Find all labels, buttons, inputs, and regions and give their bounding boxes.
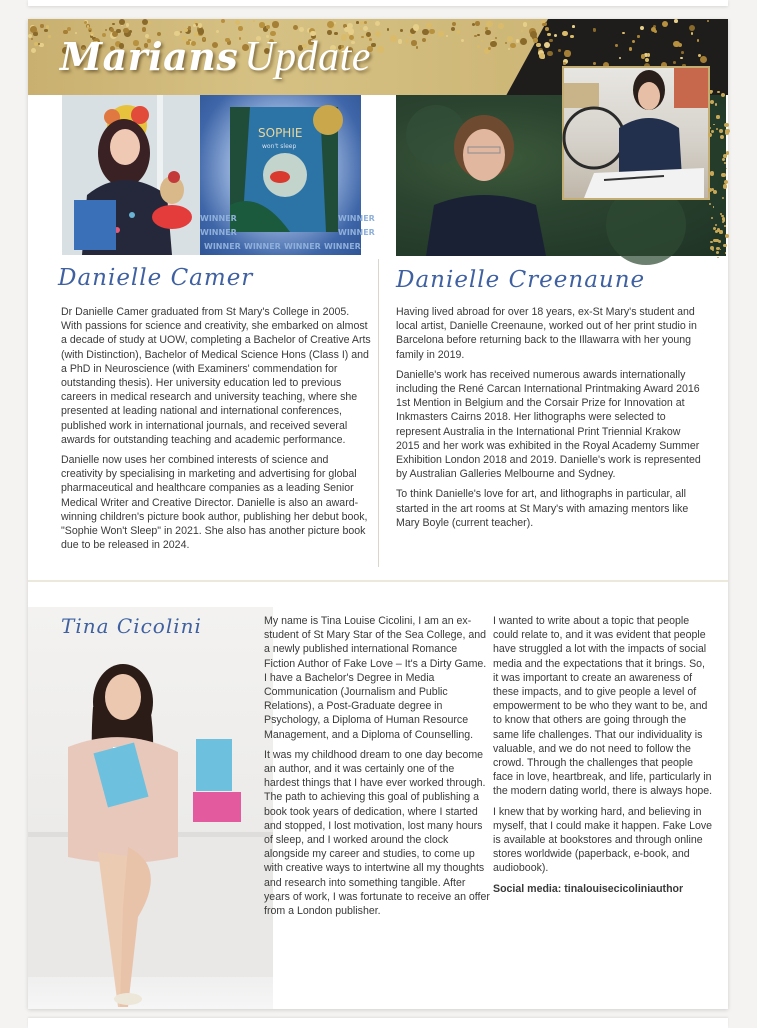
glitter-dot bbox=[545, 27, 549, 31]
glitter-dot bbox=[547, 33, 550, 36]
glitter-dot bbox=[148, 21, 151, 24]
glitter-dot bbox=[542, 23, 546, 27]
photo-tina-cicolini bbox=[28, 607, 273, 1009]
winner-text: WINNER bbox=[244, 242, 281, 251]
book-subtitle: won't sleep bbox=[262, 143, 297, 150]
photo-danielle-camer-with-book bbox=[62, 95, 200, 255]
gold-dot bbox=[722, 158, 725, 161]
glitter-dot bbox=[293, 25, 298, 30]
winner-text: WINNER bbox=[338, 214, 375, 223]
glitter-dot bbox=[33, 32, 38, 37]
glitter-dot bbox=[363, 26, 368, 31]
paragraph: My name is Tina Louise Cicolini, I am an ex-student of St Mary Star of the Sea College, and a newly published international Romance Fiction Author of Fake Love – It's a Dirty Game. I have a Bachelor's Degree in Media Communication (Journalism and Public Relations), a Post-Graduate degree in Psychology, a Diploma of Human Resource Management, and a Diploma of Counselling. bbox=[264, 615, 487, 741]
glitter-dot bbox=[360, 27, 362, 29]
social-media-handle: Social media: tinalouisecicoliniauthor bbox=[493, 882, 684, 895]
gold-dot bbox=[710, 171, 714, 175]
profile-text-danielle-camer bbox=[61, 305, 371, 558]
paragraph: I knew that by working hard, and believing in myself, that I could make it happen. Fake Love is available at bookstores and through online stores worldwide (paperback, e-book, and audiobook). bbox=[493, 805, 713, 875]
glitter-dot bbox=[452, 22, 456, 26]
glitter-dot bbox=[461, 39, 464, 42]
glitter-dot bbox=[619, 57, 621, 59]
gold-dot bbox=[719, 230, 722, 233]
glitter-dot bbox=[558, 49, 561, 52]
glitter-dot bbox=[238, 26, 243, 31]
next-page-card bbox=[28, 1018, 728, 1028]
glitter-dot bbox=[547, 51, 552, 56]
winner-text: WINNER bbox=[338, 228, 375, 237]
glitter-dot bbox=[641, 54, 646, 59]
gold-dot bbox=[725, 131, 729, 135]
glitter-dot bbox=[622, 32, 625, 35]
glitter-dot bbox=[193, 24, 196, 27]
glitter-dot bbox=[356, 21, 359, 24]
banner-title bbox=[60, 33, 371, 81]
glitter-dot bbox=[475, 21, 479, 25]
profile-name-danielle-creenaune: Danielle Creenaune bbox=[396, 267, 646, 293]
winner-text: WINNER bbox=[324, 242, 361, 251]
glitter-dot bbox=[563, 62, 566, 65]
profile-text-tina-col1 bbox=[264, 614, 490, 924]
winner-text: WINNER bbox=[284, 242, 321, 251]
glitter-dot bbox=[647, 53, 650, 56]
glitter-dot bbox=[34, 42, 38, 46]
glitter-dot bbox=[360, 21, 364, 25]
gold-dot bbox=[709, 127, 711, 129]
gold-dot bbox=[722, 197, 724, 199]
glitter-dot bbox=[485, 30, 491, 36]
glitter-dot bbox=[640, 26, 644, 30]
winner-text: WINNER bbox=[200, 214, 237, 223]
gold-dot bbox=[716, 247, 719, 250]
glitter-dot bbox=[377, 46, 384, 53]
glitter-dot bbox=[697, 39, 699, 41]
glitter-dot bbox=[637, 35, 639, 37]
glitter-dot bbox=[700, 56, 707, 63]
gold-dot bbox=[721, 173, 725, 177]
glitter-dot bbox=[411, 40, 416, 45]
gold-dot bbox=[724, 225, 726, 227]
glitter-dot bbox=[707, 20, 709, 22]
paragraph: Danielle now uses her combined interests of science and creativity by specialising in marketing and advertising for global pharmaceutical and healthcare companies as a leading Senior Medical Writer and Creative Director. Danielle is also an award-winning children's picture book author, publishing her debut book, "Sophie Won't Sleep" in 2021. She also has another picture book due to be released in 2024. bbox=[61, 454, 368, 552]
gold-dot bbox=[710, 100, 714, 104]
photo-sophie-book-cover bbox=[200, 95, 375, 255]
glitter-dot bbox=[490, 41, 497, 48]
glitter-dot bbox=[691, 32, 694, 35]
glitter-dot bbox=[564, 50, 570, 56]
gold-dot bbox=[725, 252, 727, 254]
glitter-dot bbox=[272, 21, 278, 27]
paragraph: It was my childhood dream to one day become an author, and it was certainly one of the hardest things that I have ever worked through. The path to achieving this goal of publishing a book took years of dedication, where I started and stopped, I lost motivation, lost many hours of sleep, and I worked around the clock alongside my career and studies, to come up with creative ways to intertwine all my thoughts and research into something tangible. After years of work, I was fortunate to receive an offer from a London publisher. bbox=[264, 748, 490, 918]
glitter-dot bbox=[299, 27, 304, 32]
glitter-dot bbox=[488, 47, 491, 50]
glitter-dot bbox=[387, 28, 389, 30]
glitter-dot bbox=[405, 39, 409, 43]
profile-text-tina-col2 bbox=[493, 614, 713, 902]
profile-text-danielle-creenaune bbox=[396, 305, 701, 536]
glitter-dot bbox=[593, 62, 596, 65]
gold-dot bbox=[715, 230, 718, 233]
newsletter-page bbox=[28, 19, 728, 1009]
glitter-dot bbox=[184, 28, 188, 32]
glitter-dot bbox=[521, 30, 523, 32]
glitter-dot bbox=[400, 29, 403, 32]
glitter-dot bbox=[554, 34, 558, 38]
glitter-dot bbox=[680, 57, 682, 59]
paragraph: I wanted to write about a topic that people could relate to, and it was evident that people have struggled a lot with the impacts of social media and the expectations that it brings. So, it was important to create an awareness of these impacts, and to give people a level of empowerment to be who they want to be, and to know that others are going through the same life challenges. That our individuality is valuable, and we do not need to follow the crowd. Through the challenges that people face in love, heartbreak, and life, particularly in the modern dating world, there is always hope. bbox=[493, 615, 713, 798]
banner-title-update: Update bbox=[244, 34, 371, 80]
glitter-dot bbox=[674, 19, 678, 23]
book-illustration bbox=[200, 95, 375, 255]
gold-dot bbox=[724, 123, 728, 127]
gold-dot bbox=[720, 213, 722, 215]
gold-dot bbox=[724, 162, 726, 164]
glitter-dot bbox=[632, 40, 635, 43]
gold-dot bbox=[723, 94, 725, 96]
glitter-dot bbox=[507, 36, 513, 42]
glitter-dot bbox=[533, 38, 538, 43]
glitter-dot bbox=[198, 23, 202, 27]
glitter-dot bbox=[544, 42, 550, 48]
glitter-dot bbox=[681, 51, 684, 54]
gold-dot bbox=[716, 115, 719, 118]
glitter-dot bbox=[486, 21, 492, 27]
glitter-dot bbox=[259, 22, 264, 27]
glitter-dot bbox=[40, 24, 43, 27]
profile-name-danielle-camer: Danielle Camer bbox=[58, 265, 254, 291]
paragraph: Danielle's work has received numerous awards internationally including the René Carcan International Printmaking Award 2016 1st Mention in Belgium and the Corsair Prize for Innovation at Inkmasters Cairns 2018. Her lithographs were selected to represent Australia in the International Print Triennial Krakow 2015 and her work was exhibited in the Royal Academy Summer Exhibition London 2018 and 2019. Danielle's work is represented by Australian Galleries Melbourne and Sydney. bbox=[396, 368, 701, 481]
glitter-dot bbox=[539, 53, 545, 59]
studio-illustration bbox=[564, 68, 708, 198]
glitter-dot bbox=[629, 47, 632, 50]
gold-dot bbox=[710, 241, 712, 243]
gold-dot bbox=[710, 92, 712, 94]
winner-text: WINNER bbox=[204, 242, 241, 251]
column-divider bbox=[378, 259, 379, 567]
glitter-dot bbox=[549, 39, 552, 42]
gold-dot bbox=[723, 244, 727, 248]
glitter-dot bbox=[662, 21, 668, 27]
section-divider bbox=[28, 580, 728, 582]
glitter-dot bbox=[516, 39, 519, 42]
paragraph: Having lived abroad for over 18 years, ex-St Mary's student and local artist, Danielle Creenaune, worked out of her print studio in Barcelona before returning back to the Illawarra with her young family in 2019. bbox=[396, 306, 697, 361]
glitter-dot bbox=[570, 35, 574, 39]
previous-page-card bbox=[28, 0, 728, 6]
glitter-dot bbox=[510, 43, 516, 49]
glitter-dot bbox=[390, 35, 397, 42]
banner-title-marians: Marians bbox=[60, 34, 239, 79]
glitter-dot bbox=[572, 25, 575, 28]
paragraph: Dr Danielle Camer graduated from St Mary's College in 2005. With passions for science and creativity, she embarked on almost a decade of study at UOW, completing a Bachelor of Creative Arts (with Distinction), Bachelor of Medical Science Hons (Class I) and a PhD in Neuroscience (with Examiners' commendation for outstanding thesis). Her university education led to previous careers in medical research and university teaching, where she presented at leading national and international conferences, published work in international journals, and received several awards for outstanding teaching and academic performance. bbox=[61, 306, 371, 446]
glitter-dot bbox=[119, 19, 125, 25]
glitter-dot bbox=[593, 28, 597, 32]
glitter-dot bbox=[235, 20, 240, 25]
glitter-dot bbox=[426, 23, 432, 29]
book-title: SOPHIE bbox=[258, 126, 303, 140]
gold-dot bbox=[722, 221, 724, 223]
glitter-dot bbox=[416, 46, 418, 48]
photo-danielle-creenaune-studio bbox=[562, 66, 710, 200]
gold-dot bbox=[725, 234, 729, 238]
glitter-dot bbox=[477, 34, 479, 36]
portrait-illustration bbox=[28, 607, 273, 1009]
glitter-dot bbox=[371, 43, 375, 47]
gold-dot bbox=[709, 203, 711, 205]
profile-name-tina-cicolini: Tina Cicolini bbox=[61, 614, 202, 638]
gold-dot bbox=[716, 251, 719, 254]
glitter-dot bbox=[31, 38, 33, 40]
glitter-dot bbox=[673, 61, 676, 64]
glitter-dot bbox=[142, 27, 146, 31]
gold-dot bbox=[726, 151, 730, 155]
paragraph: To think Danielle's love for art, and lithographs in particular, all started in the art rooms at St Mary's with amazing mentors like Mary Boyle (current teacher). bbox=[396, 488, 689, 529]
portrait-illustration bbox=[62, 95, 200, 255]
glitter-dot bbox=[536, 43, 541, 48]
gold-dot bbox=[718, 240, 721, 243]
winner-text: WINNER bbox=[200, 228, 237, 237]
glitter-dot bbox=[266, 25, 270, 29]
gold-dot bbox=[717, 257, 719, 259]
glitter-dot bbox=[562, 31, 567, 36]
gold-dot bbox=[723, 184, 727, 188]
gold-dot bbox=[726, 168, 728, 170]
glitter-dot bbox=[673, 41, 679, 47]
glitter-dot bbox=[689, 25, 695, 31]
glitter-dot bbox=[645, 58, 649, 62]
glitter-dot bbox=[457, 30, 460, 33]
glitter-dot bbox=[615, 44, 617, 46]
